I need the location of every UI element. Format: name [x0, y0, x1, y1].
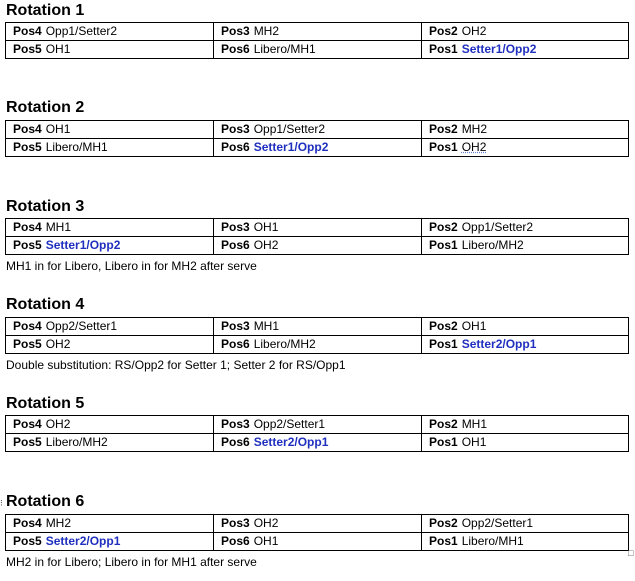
table-row [6, 533, 629, 551]
table-cell[interactable] [6, 139, 214, 157]
position-label: Pos3 [221, 417, 250, 431]
rotation-4-note: Double substitution: RS/Opp2 for Setter 1; Setter 2 for RS/Opp1 [6, 358, 346, 372]
position-label: Pos3 [221, 220, 250, 234]
table-cell[interactable] [422, 237, 629, 255]
position-label: Pos5 [13, 534, 42, 548]
rotation-4-heading: Rotation 4 [6, 296, 85, 313]
position-label: Pos2 [429, 417, 458, 431]
table-cell[interactable] [6, 23, 214, 41]
player-name: Opp2/Setter1 [253, 417, 326, 431]
table-cell[interactable] [214, 336, 422, 354]
player-name: Libero/MH1 [253, 42, 316, 56]
rotation-6-table [5, 514, 629, 551]
table-cell[interactable] [6, 237, 214, 255]
player-name: Opp2/Setter1 [461, 516, 534, 530]
position-label: Pos1 [429, 435, 458, 449]
table-cell[interactable] [6, 533, 214, 551]
table-cell[interactable] [6, 318, 214, 336]
table-cell[interactable] [422, 139, 629, 157]
table-cell[interactable] [422, 416, 629, 434]
setter-player-name: Setter2/Opp1 [45, 534, 121, 548]
table-cell[interactable] [6, 219, 214, 237]
table-cell[interactable] [422, 434, 629, 452]
position-label: Pos3 [221, 122, 250, 136]
setter-player-name: Setter2/Opp1 [461, 337, 537, 351]
table-cell[interactable] [214, 139, 422, 157]
player-name: OH2 [461, 140, 487, 154]
player-name: MH2 [45, 516, 72, 530]
table-row [6, 139, 629, 157]
table-cell[interactable] [214, 533, 422, 551]
position-label: Pos3 [221, 516, 250, 530]
table-cell[interactable] [422, 121, 629, 139]
position-label: Pos2 [429, 220, 458, 234]
position-label: Pos1 [429, 337, 458, 351]
player-name: MH2 [461, 122, 488, 136]
player-name: OH1 [45, 122, 71, 136]
player-name: Libero/MH1 [461, 534, 524, 548]
table-cell[interactable] [422, 41, 629, 59]
table-cell[interactable] [422, 23, 629, 41]
player-name: OH2 [45, 417, 71, 431]
rotation-1-table [5, 22, 629, 59]
position-label: Pos5 [13, 140, 42, 154]
position-label: Pos4 [13, 319, 42, 333]
position-label: Pos5 [13, 337, 42, 351]
position-label: Pos1 [429, 534, 458, 548]
player-name: OH1 [461, 319, 487, 333]
player-name: Libero/MH2 [461, 238, 524, 252]
rotation-4-table [5, 317, 629, 354]
position-label: Pos4 [13, 24, 42, 38]
position-label: Pos6 [221, 140, 250, 154]
position-label: Pos4 [13, 516, 42, 530]
rotation-2-heading: Rotation 2 [6, 99, 85, 116]
table-cell[interactable] [6, 41, 214, 59]
text-anchor-marker-icon: ⁝ [0, 498, 3, 508]
position-label: Pos6 [221, 337, 250, 351]
rotation-3-heading: Rotation 3 [6, 198, 85, 215]
rotation-2-table [5, 120, 629, 157]
table-cell[interactable] [214, 121, 422, 139]
table-end-marker-icon: □ [628, 548, 634, 558]
table-cell[interactable] [214, 41, 422, 59]
table-row [6, 237, 629, 255]
position-label: Pos2 [429, 122, 458, 136]
position-label: Pos6 [221, 42, 250, 56]
player-name: OH1 [253, 534, 279, 548]
rotation-5-table [5, 415, 629, 452]
position-label: Pos4 [13, 417, 42, 431]
table-row [6, 23, 629, 41]
position-label: Pos2 [429, 319, 458, 333]
table-cell[interactable] [422, 318, 629, 336]
position-label: Pos2 [429, 516, 458, 530]
position-label: Pos6 [221, 534, 250, 548]
table-row [6, 515, 629, 533]
player-name: OH1 [253, 220, 279, 234]
player-name: Libero/MH1 [45, 140, 108, 154]
table-cell[interactable] [422, 219, 629, 237]
player-name: Libero/MH2 [45, 435, 108, 449]
table-cell[interactable] [6, 336, 214, 354]
table-cell[interactable] [422, 533, 629, 551]
table-row [6, 318, 629, 336]
player-name: Opp1/Setter2 [253, 122, 326, 136]
player-name: OH1 [461, 435, 487, 449]
table-cell[interactable] [422, 515, 629, 533]
setter-player-name: Setter2/Opp1 [253, 435, 329, 449]
position-label: Pos6 [221, 435, 250, 449]
position-label: Pos5 [13, 435, 42, 449]
position-label: Pos5 [13, 238, 42, 252]
player-name: Libero/MH2 [253, 337, 316, 351]
table-row [6, 336, 629, 354]
setter-player-name: Setter1/Opp2 [45, 238, 121, 252]
player-name: Opp2/Setter1 [45, 319, 118, 333]
player-name: OH1 [45, 42, 71, 56]
table-row [6, 121, 629, 139]
position-label: Pos5 [13, 42, 42, 56]
table-cell[interactable] [214, 219, 422, 237]
table-cell[interactable] [6, 434, 214, 452]
player-name: MH1 [461, 417, 488, 431]
table-cell[interactable] [6, 515, 214, 533]
table-cell[interactable] [6, 121, 214, 139]
table-cell[interactable] [422, 336, 629, 354]
table-row [6, 416, 629, 434]
table-row [6, 219, 629, 237]
player-name: MH1 [253, 319, 280, 333]
table-cell[interactable] [214, 23, 422, 41]
player-name: OH2 [253, 516, 279, 530]
position-label: Pos1 [429, 42, 458, 56]
table-cell[interactable] [214, 434, 422, 452]
player-name: Opp1/Setter2 [45, 24, 118, 38]
position-label: Pos1 [429, 238, 458, 252]
rotation-6-note: MH2 in for Libero; Libero in for MH1 after serve [6, 555, 257, 569]
rotation-5-heading: Rotation 5 [6, 395, 85, 412]
table-cell[interactable] [214, 416, 422, 434]
position-label: Pos4 [13, 122, 42, 136]
setter-player-name: Setter1/Opp2 [461, 42, 537, 56]
table-cell[interactable] [214, 237, 422, 255]
position-label: Pos3 [221, 319, 250, 333]
table-cell[interactable] [214, 515, 422, 533]
position-label: Pos1 [429, 140, 458, 154]
player-name: OH2 [461, 24, 487, 38]
player-name: MH1 [45, 220, 72, 234]
player-name: Opp1/Setter2 [461, 220, 534, 234]
table-cell[interactable] [214, 318, 422, 336]
player-name: OH2 [45, 337, 71, 351]
table-cell[interactable] [6, 416, 214, 434]
rotation-3-table [5, 218, 629, 255]
table-row [6, 434, 629, 452]
setter-player-name: Setter1/Opp2 [253, 140, 329, 154]
table-row [6, 41, 629, 59]
position-label: Pos2 [429, 24, 458, 38]
rotation-6-heading: Rotation 6 [6, 493, 85, 510]
position-label: Pos6 [221, 238, 250, 252]
rotation-3-note: MH1 in for Libero, Libero in for MH2 after serve [6, 259, 257, 273]
position-label: Pos4 [13, 220, 42, 234]
player-name: MH2 [253, 24, 280, 38]
rotation-1-heading: Rotation 1 [6, 2, 85, 19]
position-label: Pos3 [221, 24, 250, 38]
player-name: OH2 [253, 238, 279, 252]
